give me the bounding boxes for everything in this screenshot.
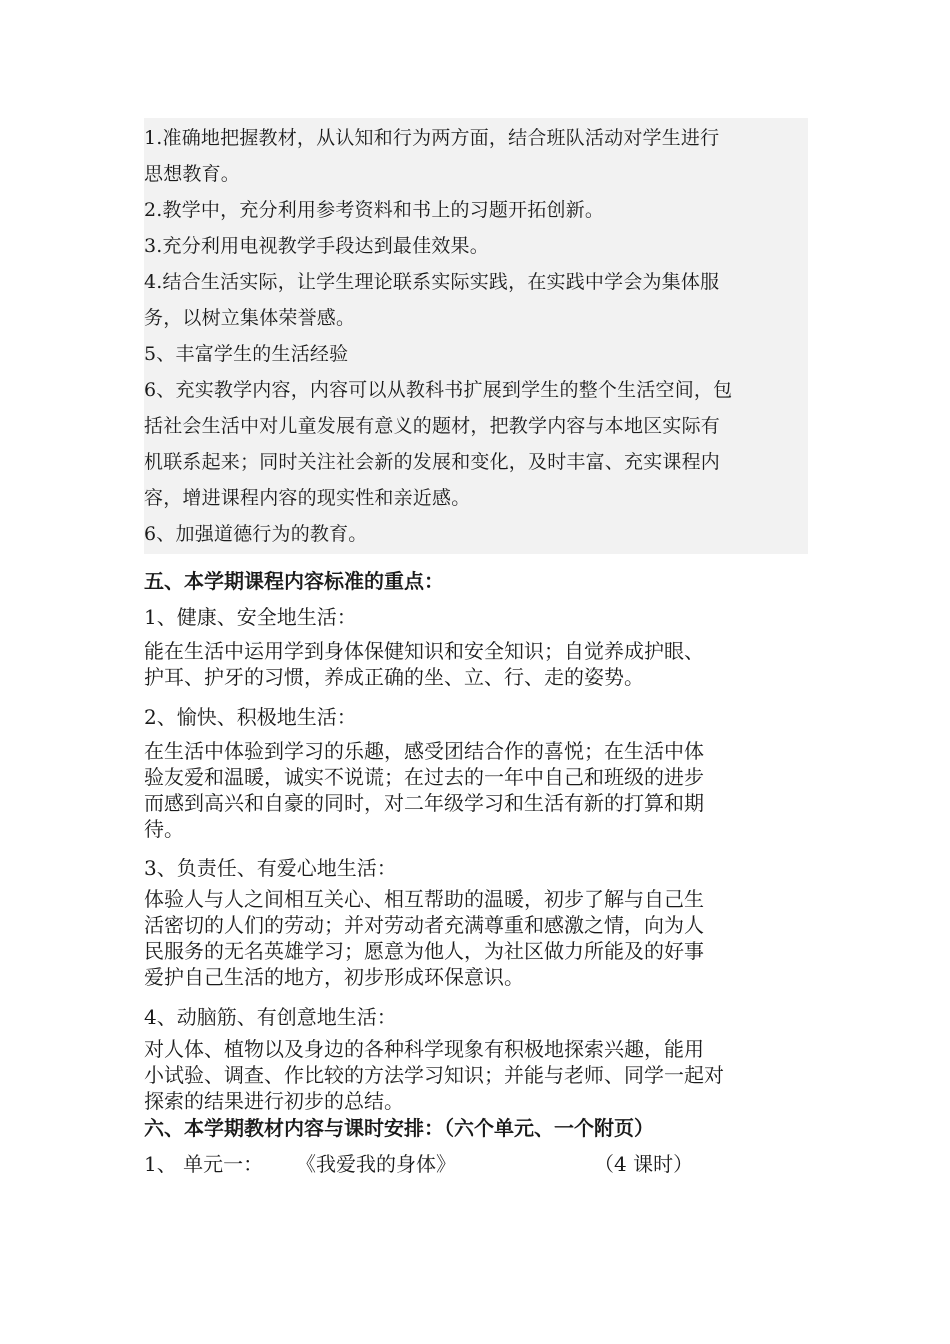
methods-list: [144, 120, 808, 552]
item-paragraph: [144, 738, 808, 842]
methods-line: 2.教学中，充分利用参考资料和书上的习题开拓创新。: [144, 199, 605, 221]
methods-line: 3.充分利用电视教学手段达到最佳效果。: [144, 235, 489, 257]
methods-line: 6、充实教学内容，内容可以从教科书扩展到学生的整个生活空间，包: [144, 379, 733, 401]
methods-line: 6、加强道德行为的教育。: [144, 523, 368, 545]
unit-row: [144, 1148, 694, 1177]
item-title: 1、健康、安全地生活：: [144, 605, 357, 629]
unit-hours: （4 课时）: [594, 1152, 694, 1176]
paragraph-line: 对人体、植物以及身边的各种科学现象有积极地探索兴趣，能用: [144, 1037, 704, 1061]
section6-heading: 六、本学期教材内容与课时安排：（六个单元、一个附页）: [144, 1116, 654, 1140]
paragraph-line: 爱护自己生活的地方，初步形成环保意识。: [144, 965, 524, 989]
unit-name: 《我爱我的身体》: [296, 1152, 456, 1176]
section5-heading: 五、本学期课程内容标准的重点：: [144, 569, 444, 593]
paragraph-line: 能在生活中运用学到身体保健知识和安全知识；自觉养成护眼、: [144, 639, 704, 663]
paragraph-line: 探索的结果进行初步的总结。: [144, 1089, 404, 1113]
paragraph-line: 体验人与人之间相互关心、相互帮助的温暖，初步了解与自己生: [144, 887, 704, 911]
item-paragraph: [144, 1036, 808, 1114]
item-title: 3、负责任、有爱心地生活：: [144, 856, 397, 880]
paragraph-line: 护耳、护牙的习惯，养成正确的坐、立、行、走的姿势。: [144, 665, 644, 689]
paragraph-line: 在生活中体验到学习的乐趣，感受团结合作的喜悦；在生活中体: [144, 739, 704, 763]
paragraph-line: 而感到高兴和自豪的同时，对二年级学习和生活有新的打算和期: [144, 791, 704, 815]
paragraph-line: 待。: [144, 817, 184, 841]
item-paragraph: [144, 886, 808, 990]
item-paragraph: [144, 638, 808, 690]
paragraph-line: 民服务的无名英雄学习；愿意为他人，为社区做力所能及的好事: [144, 939, 704, 963]
item-title: 4、动脑筋、有创意地生活：: [144, 1005, 397, 1029]
item-title: 2、愉快、积极地生活：: [144, 705, 357, 729]
paragraph-line: 验友爱和温暖，诚实不说谎；在过去的一年中自己和班级的进步: [144, 765, 704, 789]
methods-line: 括社会生活中对儿童发展有意义的题材，把教学内容与本地区实际有: [144, 415, 721, 437]
methods-line: 容，增进课程内容的现实性和亲近感。: [144, 487, 471, 509]
unit-label: 1、 单元一：: [144, 1152, 264, 1176]
methods-line: 务，以树立集体荣誉感。: [144, 307, 356, 329]
methods-line: 1.准确地把握教材，从认知和行为两方面，结合班队活动对学生进行: [144, 127, 720, 149]
paragraph-line: 小试验、调查、作比较的方法学习知识；并能与老师、同学一起对: [144, 1063, 724, 1087]
methods-line: 机联系起来；同时关注社会新的发展和变化，及时丰富、充实课程内: [144, 451, 721, 473]
methods-line: 4.结合生活实际，让学生理论联系实际实践，在实践中学会为集体服: [144, 271, 720, 293]
methods-line: 5、丰富学生的生活经验: [144, 343, 349, 365]
methods-line: 思想教育。: [144, 163, 241, 185]
paragraph-line: 活密切的人们的劳动；并对劳动者充满尊重和感激之情，向为人: [144, 913, 704, 937]
